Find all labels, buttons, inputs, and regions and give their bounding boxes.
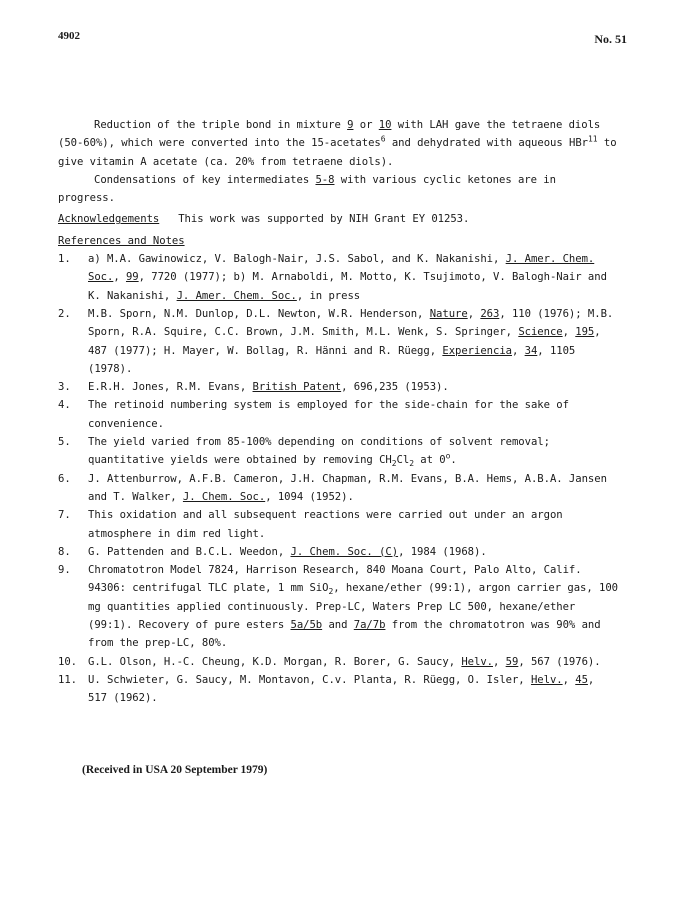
text: , 1105 (1978). <box>88 344 576 375</box>
subscript: 2 <box>409 459 414 469</box>
journal-name: Helv. <box>530 673 563 686</box>
text: and dehydrated with aqueous HBr <box>385 137 589 150</box>
journal-name: Science <box>518 326 563 339</box>
text: Condensations of key intermediates <box>94 173 316 186</box>
references-heading: References and Notes <box>58 234 185 247</box>
issue-number: No. 51 <box>594 32 627 46</box>
text: J. Attenburrow, A.F.B. Cameron, J.H. Chapman, R.M. Evans, B.A. Hems, A.B.A. Jansen and T. Walker, <box>88 472 607 503</box>
reference-item <box>58 561 618 652</box>
reference-item <box>58 396 618 433</box>
volume: 34 <box>524 344 538 357</box>
text: , 1984 (1968). <box>398 545 487 558</box>
text: , <box>511 344 525 357</box>
text: , in press <box>296 289 361 302</box>
reference-number: 10. <box>58 655 77 668</box>
journal-name: Experiencia <box>442 344 512 357</box>
reference-number: 7. <box>58 509 71 522</box>
reference-item <box>58 653 618 671</box>
text: with LAH gave the tetraene diols (50-60%), which were converted into the 15-acetates <box>58 119 601 150</box>
text: at 0 <box>413 454 446 467</box>
reference-number: 6. <box>58 472 71 485</box>
text: G. Pattenden and B.C.L. Weedon, <box>88 545 291 558</box>
subscript: 2 <box>328 587 334 597</box>
journal-name: J. Amer. Chem. Soc. <box>176 289 297 302</box>
text: , 696,235 (1953). <box>341 381 449 394</box>
text: , <box>467 307 481 320</box>
paragraph-condensations <box>58 171 618 208</box>
text: , 487 (1977); H. Mayer, W. Bollag, R. Hänni and R. Rüegg, <box>88 326 601 357</box>
reference-number: 5. <box>58 436 71 449</box>
running-header <box>58 30 627 50</box>
text: and <box>322 619 354 632</box>
volume: 263 <box>480 307 500 320</box>
journal-name: Helv. <box>461 655 493 668</box>
text: , <box>562 673 576 686</box>
citation-superscript: 11 <box>588 134 598 144</box>
reference-number: 9. <box>58 564 71 577</box>
volume: 45 <box>575 673 588 686</box>
text: , <box>113 271 126 284</box>
text: , 567 (1976). <box>518 655 601 668</box>
journal-name: J. Amer. Chem. Soc. <box>88 253 595 284</box>
degree-superscript: o <box>445 451 451 461</box>
reference-number: 4. <box>58 399 71 412</box>
compound-ref: 7a/7b <box>353 619 386 632</box>
reference-text: The retinoid numbering system is employed for the side-chain for the sake of convenience. <box>88 399 569 430</box>
ack-text: This work was supported by NIH Grant EY 01253. <box>178 213 470 226</box>
references-list <box>58 250 618 707</box>
reference-item <box>58 506 618 543</box>
ack-label: Acknowledgements <box>58 213 160 226</box>
reference-text: This oxidation and all subsequent reactions were carried out under an argon atmosphere in dim red light. <box>88 509 563 540</box>
text: G.L. Olson, H.-C. Cheung, K.D. Morgan, R. Borer, G. Saucy, <box>88 655 462 668</box>
reference-item <box>58 671 618 708</box>
text: E.R.H. Jones, R.M. Evans, <box>88 381 253 394</box>
volume: 99 <box>125 271 139 284</box>
text: Reduction of the triple bond in mixture <box>94 119 348 131</box>
text: with various cyclic ketones are in progress. <box>58 173 556 205</box>
text: Chromatotron Model 7824, Harrison Research, 840 Moana Court, Palo Alto, Calif. 94306: centrifugal TLC plate, 1 mm SiO <box>88 564 582 595</box>
text: , 517 (1962). <box>88 673 595 705</box>
text: , 7720 (1977); b) M. Arnaboldi, M. Motto, K. Tsujimoto, V. Balogh-Nair and K. Nakanishi, <box>88 271 607 302</box>
compound-ref: 5a/5b <box>290 619 323 632</box>
reference-number: 1. <box>58 253 71 266</box>
text: , hexane/ether (99:1), argon carrier gas, 100 mg quantities applied continuously. Prep-LC, Waters Prep LC 500, hexane/ether (99:1). Recovery of pure esters <box>88 582 619 632</box>
text: to give vitamin A acetate (ca. 20% from tetraene diols). <box>58 137 617 168</box>
reference-item <box>58 250 618 305</box>
reference-item <box>58 433 618 470</box>
paragraph-reduction <box>58 116 618 171</box>
reference-item <box>58 470 618 507</box>
reference-number: 11. <box>58 673 77 686</box>
volume: 59 <box>505 655 519 668</box>
journal-name: J. Chem. Soc. <box>182 490 266 503</box>
reference-item <box>58 378 618 396</box>
compound-ref: 10 <box>378 119 392 131</box>
compound-ref: 9 <box>347 119 354 131</box>
text: Cl <box>396 454 410 467</box>
volume: 195 <box>575 326 595 339</box>
reference-number: 8. <box>58 545 71 558</box>
text: U. Schwieter, G. Saucy, M. Montavon, C.v. Planta, R. Rüegg, O. Isler, <box>88 673 531 686</box>
journal-name: Nature <box>429 307 468 320</box>
text: , <box>562 326 576 339</box>
journal-name: British Patent <box>252 381 342 394</box>
text: , 1094 (1952). <box>265 490 354 503</box>
acknowledgements <box>58 210 618 228</box>
citation-superscript: 6 <box>380 134 386 144</box>
text: a) M.A. Gawinowicz, V. Balogh-Nair, J.S. Sabol, and K. Nakanishi, <box>88 253 506 266</box>
received-date: (Received in USA 20 September 1979) <box>82 764 268 776</box>
compound-ref: 5-8 <box>315 173 335 186</box>
subscript: 2 <box>391 459 397 469</box>
reference-item <box>58 305 618 378</box>
text: from the chromatotron was 90% and from the prep-LC, 80%. <box>88 619 601 650</box>
journal-name: J. Chem. Soc. (C) <box>290 545 399 558</box>
text: M.B. Sporn, N.M. Dunlop, D.L. Newton, W.R. Henderson, <box>88 307 430 320</box>
text: , <box>493 655 506 668</box>
text: , 110 (1976); M.B. Sporn, R.A. Squire, C.C. Brown, J.M. Smith, M.L. Wenk, S. Springer, <box>88 307 614 339</box>
page-number: 4902 <box>58 30 80 42</box>
text: or <box>353 119 379 131</box>
text: The yield varied from 85-100% depending on conditions of solvent removal; quantitative yields were obtained by removing CH <box>88 436 550 467</box>
reference-number: 2. <box>58 307 71 320</box>
text: . <box>450 454 457 467</box>
reference-number: 3. <box>58 381 71 394</box>
reference-item <box>58 543 618 561</box>
article-body <box>58 116 618 708</box>
